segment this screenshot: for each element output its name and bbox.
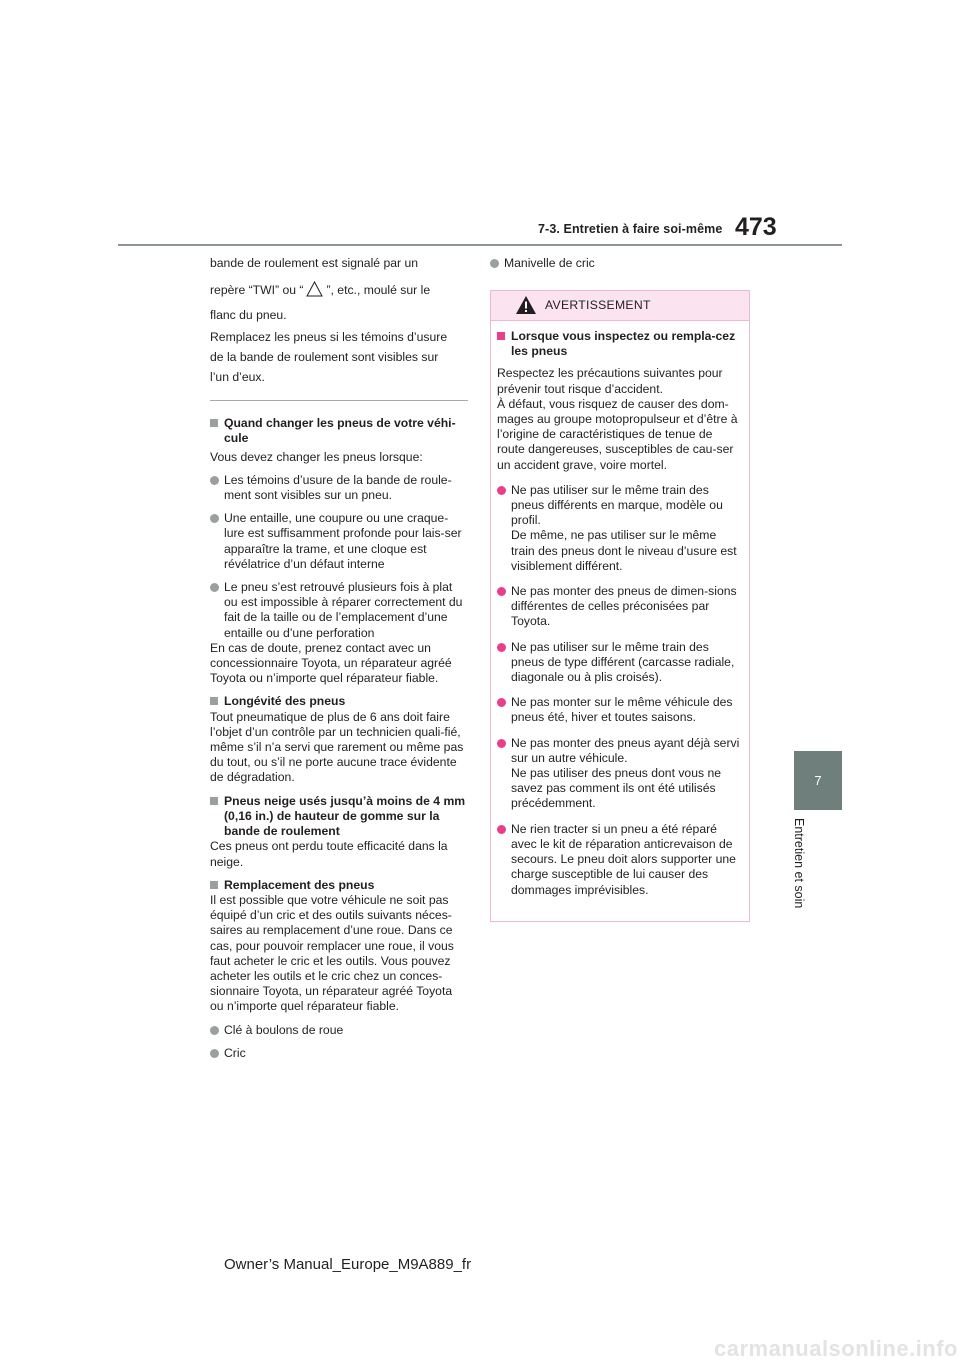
manual-footer: Owner’s Manual_Europe_M9A889_fr bbox=[224, 1256, 472, 1273]
warning-item: Ne pas utiliser sur le même train des pneus de type différent (carcasse radiale, diagonale ou à plis croisés). bbox=[497, 640, 742, 686]
section-heading: Longévité des pneus bbox=[210, 694, 468, 709]
circle-bullet-icon bbox=[497, 587, 506, 596]
intro-line: repère “TWI” ou “ ”, etc., moulé sur le bbox=[210, 283, 431, 298]
list-item: Manivelle de cric bbox=[490, 256, 750, 271]
paragraph: À défaut, vous risquez de causer des dom-mages au groupe motopropulseur et d’être à l’origine de caractéristiques de tenue de route dangereuses, susceptibles de cau-ser un accident grave, voire mortel. bbox=[497, 396, 738, 472]
warning-box bbox=[490, 290, 750, 922]
triangle-mark-icon bbox=[306, 281, 323, 297]
warning-item: Ne pas monter des pneus ayant déjà servi sur un autre véhicule. Ne pas utiliser des pneus dont vous ne savez pas comment ils ont été utilisés précédemment. bbox=[497, 736, 742, 812]
circle-bullet-icon bbox=[210, 476, 219, 485]
circle-bullet-icon bbox=[497, 486, 506, 495]
intro-line: flanc du pneu. bbox=[210, 308, 287, 323]
right-column bbox=[490, 256, 750, 271]
watermark: carmanualsonline.info bbox=[714, 1335, 958, 1361]
list-item: Une entaille, une coupure ou une craque-lure est suffisamment profonde pour lais-ser apparaître la trame, et une cloque est révélatrice d’un défaut interne bbox=[210, 511, 468, 572]
circle-bullet-icon bbox=[490, 259, 499, 268]
square-bullet-icon bbox=[497, 332, 505, 340]
left-column bbox=[210, 256, 468, 1061]
warning-header bbox=[491, 291, 749, 321]
warning-heading: Lorsque vous inspectez ou rempla-cez les pneus bbox=[497, 329, 742, 359]
list-item: Cric bbox=[210, 1046, 468, 1061]
circle-bullet-icon bbox=[210, 514, 219, 523]
warning-title: AVERTISSEMENT bbox=[545, 298, 651, 312]
square-bullet-icon bbox=[210, 697, 218, 705]
intro-line: bande de roulement est signalé par un bbox=[210, 256, 419, 270]
section-heading: Quand changer les pneus de votre véhi-cule bbox=[210, 416, 468, 446]
warning-item: Ne pas utiliser sur le même train des pneus différents en marque, modèle ou profil. De même, ne pas utiliser sur le même train des pneus dont le niveau d’usure est visiblement différent. bbox=[497, 483, 742, 574]
header-divider bbox=[118, 244, 842, 246]
warning-item: Ne pas monter des pneus de dimen-sions différentes de celles préconisées par Toyota. bbox=[497, 584, 742, 630]
chapter-number: 7 bbox=[814, 773, 822, 788]
circle-bullet-icon bbox=[497, 825, 506, 834]
circle-bullet-icon bbox=[210, 1049, 219, 1058]
warning-body bbox=[491, 321, 749, 898]
list-item: Les témoins d’usure de la bande de roule-ment sont visibles sur un pneu. bbox=[210, 473, 468, 503]
circle-bullet-icon bbox=[497, 739, 506, 748]
circle-bullet-icon bbox=[497, 698, 506, 707]
section-heading: Remplacement des pneus bbox=[210, 878, 468, 893]
circle-bullet-icon bbox=[210, 1026, 219, 1035]
square-bullet-icon bbox=[210, 797, 218, 805]
chapter-label-text: Entretien et soin bbox=[792, 818, 806, 909]
paragraph: Respectez les précautions suivantes pour prévenir tout risque d’accident. bbox=[497, 366, 723, 396]
paragraph: En cas de doute, prenez contact avec un concessionnaire Toyota, un réparateur agréé Toyota ou n’importe quel réparateur fiable. bbox=[210, 640, 452, 686]
warning-triangle-icon bbox=[515, 295, 537, 315]
warning-item: Ne pas monter sur le même véhicule des pneus été, hiver et toutes saisons. bbox=[497, 695, 742, 725]
chapter-tab bbox=[794, 751, 842, 810]
circle-bullet-icon bbox=[210, 583, 219, 592]
paragraph: Ces pneus ont perdu toute efficacité dans la neige. bbox=[210, 839, 448, 869]
paragraph: Vous devez changer les pneus lorsque: bbox=[210, 449, 423, 464]
warning-item: Ne rien tracter si un pneu a été réparé avec le kit de réparation anticrevaison de secours. Le pneu doit alors supporter une charge susceptible de lui causer des dommages imprévisibles. bbox=[497, 822, 742, 898]
list-item: Le pneu s’est retrouvé plusieurs fois à plat ou est impossible à réparer correctement du fait de la taille ou de l’emplacement d’une entaille ou d’une perforation bbox=[210, 580, 468, 641]
section-divider bbox=[210, 400, 468, 401]
page-number: 473 bbox=[735, 213, 777, 241]
intro-line: Remplacez les pneus si les témoins d’usure bbox=[210, 329, 448, 344]
section-title: 7-3. Entretien à faire soi-même bbox=[538, 222, 723, 236]
section-heading: Pneus neige usés jusqu’à moins de 4 mm (0,16 in.) de hauteur de gomme sur la bande de roulement bbox=[210, 794, 468, 840]
intro-line: l’un d’eux. bbox=[210, 370, 265, 385]
intro-line: de la bande de roulement sont visibles sur bbox=[210, 349, 439, 364]
paragraph: Il est possible que votre véhicule ne soit pas équipé d’un cric et des outils suivants néces-saires au remplacement d’une roue. Dans ce cas, pour pouvoir remplacer une roue, il vous faut acheter le cric et les outils. Vous pouvez acheter les outils et le cric chez un conces-sionnaire Toyota, un réparateur agréé Toyota ou n’importe quel réparateur fiable. bbox=[210, 892, 454, 1014]
list-item: Clé à boulons de roue bbox=[210, 1023, 468, 1038]
tread-indicator-intro bbox=[210, 256, 468, 385]
square-bullet-icon bbox=[210, 419, 218, 427]
square-bullet-icon bbox=[210, 881, 218, 889]
chapter-label bbox=[786, 818, 806, 928]
paragraph: Tout pneumatique de plus de 6 ans doit faire l’objet d’un contrôle par un technicien quali-fié, même s’il n’a servi que rarement ou même pas du tout, ou s’il ne porte aucune trace évidente de dégradation. bbox=[210, 709, 464, 785]
circle-bullet-icon bbox=[497, 643, 506, 652]
